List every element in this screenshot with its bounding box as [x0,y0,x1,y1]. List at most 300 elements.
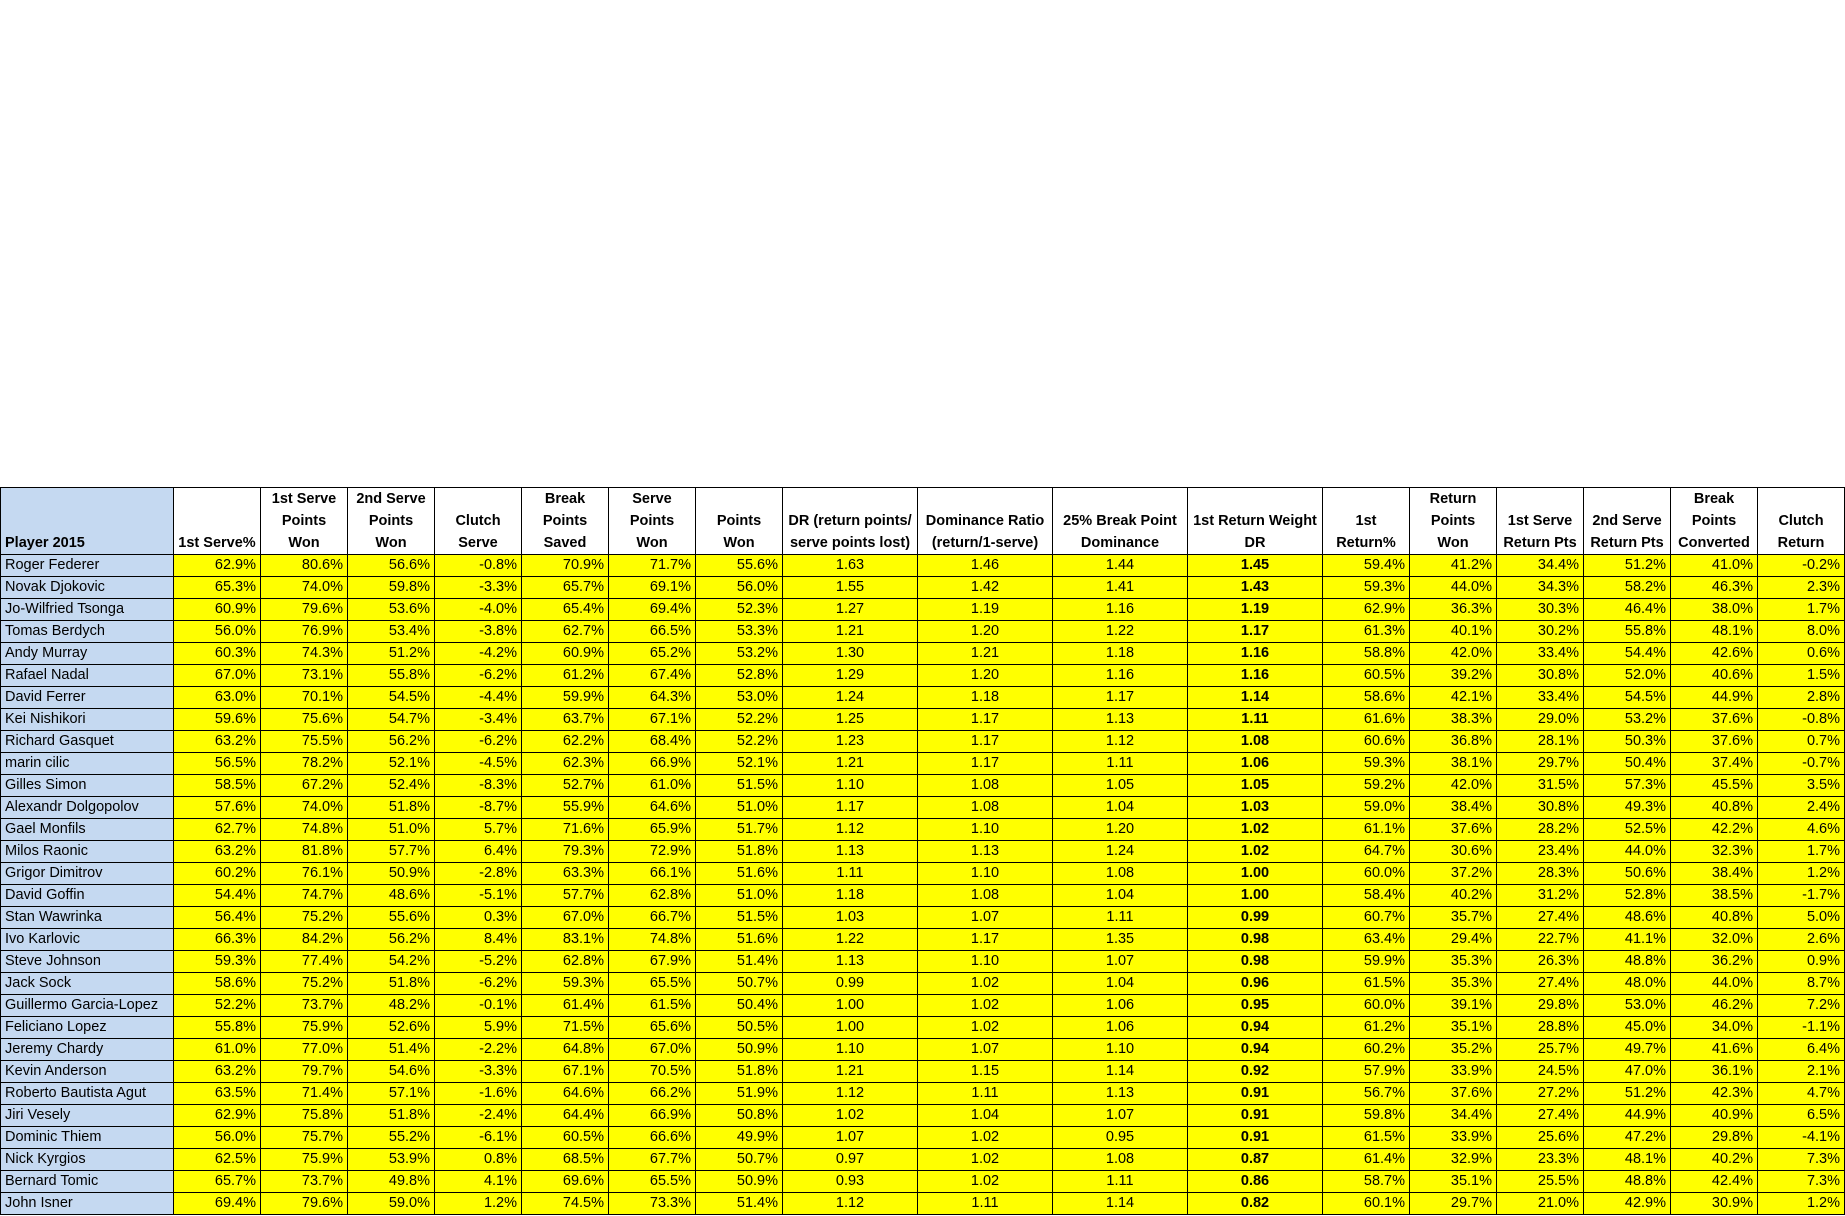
stat-cell[interactable]: 1.46 [918,555,1053,577]
stat-cell[interactable]: 1.7% [1758,841,1845,863]
stat-cell[interactable]: 64.3% [609,687,696,709]
player-name-cell[interactable]: marin cilic [1,753,174,775]
stat-cell[interactable]: 1.02 [918,1171,1053,1193]
stat-cell[interactable]: 51.0% [696,885,783,907]
stat-cell[interactable]: 4.1% [435,1171,522,1193]
stat-cell[interactable]: 0.8% [435,1149,522,1171]
stat-cell[interactable]: 52.8% [1584,885,1671,907]
stat-cell[interactable]: 58.6% [1323,687,1410,709]
stat-cell[interactable]: 29.7% [1497,753,1584,775]
stat-cell[interactable]: 7.3% [1758,1171,1845,1193]
stat-cell[interactable]: 55.2% [348,1127,435,1149]
stat-cell[interactable]: 44.0% [1584,841,1671,863]
stat-cell[interactable]: 33.9% [1410,1061,1497,1083]
stat-cell[interactable]: 56.0% [696,577,783,599]
stat-cell[interactable]: 0.91 [1188,1083,1323,1105]
stat-cell[interactable]: 1.06 [1053,1017,1188,1039]
stat-cell[interactable]: 1.55 [783,577,918,599]
stat-cell[interactable]: -5.2% [435,951,522,973]
stat-cell[interactable]: 66.1% [609,863,696,885]
stat-cell[interactable]: 1.21 [783,1061,918,1083]
stat-cell[interactable]: 35.1% [1410,1017,1497,1039]
stat-cell[interactable]: 1.11 [918,1193,1053,1215]
stat-cell[interactable]: 24.5% [1497,1061,1584,1083]
stat-cell[interactable]: 1.02 [918,973,1053,995]
stat-cell[interactable]: 59.8% [348,577,435,599]
stat-cell[interactable]: 22.7% [1497,929,1584,951]
stat-cell[interactable]: 74.8% [609,929,696,951]
player-name-cell[interactable]: Steve Johnson [1,951,174,973]
stat-cell[interactable]: 61.3% [1323,621,1410,643]
stat-cell[interactable]: 61.4% [522,995,609,1017]
stat-cell[interactable]: 57.3% [1584,775,1671,797]
stat-cell[interactable]: 1.42 [918,577,1053,599]
stat-cell[interactable]: 32.3% [1671,841,1758,863]
stat-cell[interactable]: 52.0% [1584,665,1671,687]
stat-cell[interactable]: 62.9% [1323,599,1410,621]
stat-cell[interactable]: 83.1% [522,929,609,951]
stat-cell[interactable]: 79.6% [261,1193,348,1215]
stat-cell[interactable]: 1.22 [783,929,918,951]
stat-cell[interactable]: 59.0% [348,1193,435,1215]
stat-cell[interactable]: 1.02 [918,1149,1053,1171]
stat-cell[interactable]: 42.6% [1671,643,1758,665]
stat-cell[interactable]: 75.6% [261,709,348,731]
stat-cell[interactable]: 57.9% [1323,1061,1410,1083]
stat-cell[interactable]: 64.4% [522,1105,609,1127]
stat-cell[interactable]: 1.11 [1053,753,1188,775]
stat-cell[interactable]: 30.2% [1497,621,1584,643]
stat-cell[interactable]: 0.87 [1188,1149,1323,1171]
stat-cell[interactable]: 52.5% [1584,819,1671,841]
stat-cell[interactable]: 59.9% [1323,951,1410,973]
stat-cell[interactable]: 77.4% [261,951,348,973]
stat-cell[interactable]: 31.2% [1497,885,1584,907]
stat-cell[interactable]: 58.8% [1323,643,1410,665]
stat-cell[interactable]: 52.3% [696,599,783,621]
stat-cell[interactable]: 46.2% [1671,995,1758,1017]
stat-cell[interactable]: 25.7% [1497,1039,1584,1061]
header-cell[interactable]: 2nd Serve Points Won [348,488,435,555]
stat-cell[interactable]: 59.8% [1323,1105,1410,1127]
stat-cell[interactable]: 5.7% [435,819,522,841]
stat-cell[interactable]: 35.3% [1410,951,1497,973]
stat-cell[interactable]: 1.18 [918,687,1053,709]
stat-cell[interactable]: 51.4% [696,1193,783,1215]
stat-cell[interactable]: 51.9% [696,1083,783,1105]
stat-cell[interactable]: 54.4% [1584,643,1671,665]
stat-cell[interactable]: 1.13 [918,841,1053,863]
stat-cell[interactable]: 67.0% [522,907,609,929]
stat-cell[interactable]: -4.2% [435,643,522,665]
stat-cell[interactable]: 58.5% [174,775,261,797]
header-cell[interactable]: Break Points Converted [1671,488,1758,555]
stat-cell[interactable]: 23.4% [1497,841,1584,863]
player-name-cell[interactable]: Stan Wawrinka [1,907,174,929]
stat-cell[interactable]: 60.9% [522,643,609,665]
stat-cell[interactable]: 52.2% [174,995,261,1017]
stat-cell[interactable]: 37.6% [1671,709,1758,731]
stat-cell[interactable]: 29.7% [1410,1193,1497,1215]
stat-cell[interactable]: 35.7% [1410,907,1497,929]
header-cell[interactable]: Break Points Saved [522,488,609,555]
stat-cell[interactable]: 67.1% [522,1061,609,1083]
player-name-cell[interactable]: Novak Djokovic [1,577,174,599]
stat-cell[interactable]: 1.10 [918,951,1053,973]
header-cell[interactable]: 1st Serve Points Won [261,488,348,555]
stat-cell[interactable]: 67.7% [609,1149,696,1171]
stat-cell[interactable]: 0.95 [1188,995,1323,1017]
stat-cell[interactable]: 1.25 [783,709,918,731]
stat-cell[interactable]: 30.3% [1497,599,1584,621]
player-name-cell[interactable]: Kei Nishikori [1,709,174,731]
stat-cell[interactable]: 28.1% [1497,731,1584,753]
stat-cell[interactable]: 1.17 [918,709,1053,731]
stat-cell[interactable]: 61.0% [174,1039,261,1061]
stat-cell[interactable]: 33.9% [1410,1127,1497,1149]
stat-cell[interactable]: 1.00 [783,995,918,1017]
stat-cell[interactable]: 5.0% [1758,907,1845,929]
stat-cell[interactable]: 1.43 [1188,577,1323,599]
stat-cell[interactable]: 67.0% [174,665,261,687]
stat-cell[interactable]: 30.9% [1671,1193,1758,1215]
stat-cell[interactable]: 1.11 [1188,709,1323,731]
stat-cell[interactable]: 66.9% [609,753,696,775]
stat-cell[interactable]: 36.2% [1671,951,1758,973]
stat-cell[interactable]: 70.1% [261,687,348,709]
stat-cell[interactable]: 55.8% [1584,621,1671,643]
stat-cell[interactable]: 61.2% [522,665,609,687]
stat-cell[interactable]: 55.6% [348,907,435,929]
stat-cell[interactable]: 56.5% [174,753,261,775]
stat-cell[interactable]: 60.0% [1323,995,1410,1017]
stat-cell[interactable]: 68.4% [609,731,696,753]
stat-cell[interactable]: 1.2% [435,1193,522,1215]
stat-cell[interactable]: 39.2% [1410,665,1497,687]
stat-cell[interactable]: 32.9% [1410,1149,1497,1171]
stat-cell[interactable]: 1.17 [783,797,918,819]
stat-cell[interactable]: 1.19 [918,599,1053,621]
stat-cell[interactable]: 1.07 [918,907,1053,929]
stat-cell[interactable]: 1.19 [1188,599,1323,621]
stat-cell[interactable]: 55.6% [696,555,783,577]
stat-cell[interactable]: 45.5% [1671,775,1758,797]
stat-cell[interactable]: 44.9% [1584,1105,1671,1127]
stat-cell[interactable]: 65.9% [609,819,696,841]
stat-cell[interactable]: 52.1% [348,753,435,775]
stat-cell[interactable]: -1.6% [435,1083,522,1105]
stat-cell[interactable]: 28.3% [1497,863,1584,885]
stat-cell[interactable]: 53.3% [696,621,783,643]
stat-cell[interactable]: 6.4% [435,841,522,863]
stat-cell[interactable]: 73.1% [261,665,348,687]
stat-cell[interactable]: 60.5% [1323,665,1410,687]
stat-cell[interactable]: 52.6% [348,1017,435,1039]
stat-cell[interactable]: 67.2% [261,775,348,797]
stat-cell[interactable]: -5.1% [435,885,522,907]
stat-cell[interactable]: 56.0% [174,621,261,643]
stat-cell[interactable]: 51.6% [696,863,783,885]
stat-cell[interactable]: 44.0% [1671,973,1758,995]
stat-cell[interactable]: 60.7% [1323,907,1410,929]
player-name-cell[interactable]: David Goffin [1,885,174,907]
stat-cell[interactable]: 1.10 [783,775,918,797]
stat-cell[interactable]: 0.91 [1188,1105,1323,1127]
stat-cell[interactable]: 69.4% [174,1193,261,1215]
stat-cell[interactable]: 1.07 [918,1039,1053,1061]
stat-cell[interactable]: 1.20 [918,621,1053,643]
stat-cell[interactable]: 1.08 [1053,863,1188,885]
stat-cell[interactable]: 48.8% [1584,1171,1671,1193]
stat-cell[interactable]: 40.8% [1671,907,1758,929]
stat-cell[interactable]: 1.08 [918,775,1053,797]
stat-cell[interactable]: -4.1% [1758,1127,1845,1149]
stat-cell[interactable]: 1.06 [1188,753,1323,775]
stat-cell[interactable]: 42.0% [1410,643,1497,665]
stat-cell[interactable]: 1.07 [1053,1105,1188,1127]
player-name-cell[interactable]: Jeremy Chardy [1,1039,174,1061]
stat-cell[interactable]: 28.8% [1497,1017,1584,1039]
stat-cell[interactable]: 70.5% [609,1061,696,1083]
stat-cell[interactable]: 69.1% [609,577,696,599]
stat-cell[interactable]: 75.9% [261,1149,348,1171]
stat-cell[interactable]: 54.6% [348,1061,435,1083]
stat-cell[interactable]: 1.12 [783,819,918,841]
stat-cell[interactable]: 53.0% [1584,995,1671,1017]
stat-cell[interactable]: 59.0% [1323,797,1410,819]
player-name-cell[interactable]: David Ferrer [1,687,174,709]
player-name-cell[interactable]: Jack Sock [1,973,174,995]
stat-cell[interactable]: 66.9% [609,1105,696,1127]
stat-cell[interactable]: 57.7% [522,885,609,907]
stat-cell[interactable]: 65.4% [522,599,609,621]
stat-cell[interactable]: 71.7% [609,555,696,577]
stat-cell[interactable]: 1.63 [783,555,918,577]
stat-cell[interactable]: 50.9% [348,863,435,885]
stat-cell[interactable]: 48.8% [1584,951,1671,973]
stat-cell[interactable]: 51.7% [696,819,783,841]
stat-cell[interactable]: 49.3% [1584,797,1671,819]
stat-cell[interactable]: -3.3% [435,577,522,599]
stat-cell[interactable]: 50.7% [696,1149,783,1171]
player-name-cell[interactable]: Guillermo Garcia-Lopez [1,995,174,1017]
stat-cell[interactable]: 49.8% [348,1171,435,1193]
stat-cell[interactable]: 6.4% [1758,1039,1845,1061]
stat-cell[interactable]: 1.20 [1053,819,1188,841]
stat-cell[interactable]: 1.2% [1758,863,1845,885]
player-name-cell[interactable]: Kevin Anderson [1,1061,174,1083]
stat-cell[interactable]: 50.3% [1584,731,1671,753]
stat-cell[interactable]: 63.0% [174,687,261,709]
stat-cell[interactable]: 1.2% [1758,1193,1845,1215]
stat-cell[interactable]: -0.8% [1758,709,1845,731]
stat-cell[interactable]: 71.5% [522,1017,609,1039]
stat-cell[interactable]: 63.2% [174,1061,261,1083]
stat-cell[interactable]: 67.0% [609,1039,696,1061]
stat-cell[interactable]: 2.3% [1758,577,1845,599]
stat-cell[interactable]: 0.3% [435,907,522,929]
stat-cell[interactable]: 1.18 [1053,643,1188,665]
stat-cell[interactable]: 0.9% [1758,951,1845,973]
stat-cell[interactable]: 84.2% [261,929,348,951]
stat-cell[interactable]: 1.04 [918,1105,1053,1127]
stat-cell[interactable]: 61.5% [1323,973,1410,995]
stat-cell[interactable]: 51.0% [696,797,783,819]
stat-cell[interactable]: 2.8% [1758,687,1845,709]
player-name-cell[interactable]: Gael Monfils [1,819,174,841]
stat-cell[interactable]: 51.5% [696,907,783,929]
stat-cell[interactable]: 51.6% [696,929,783,951]
stat-cell[interactable]: -3.8% [435,621,522,643]
stat-cell[interactable]: 40.2% [1410,885,1497,907]
stat-cell[interactable]: 27.2% [1497,1083,1584,1105]
stat-cell[interactable]: 60.1% [1323,1193,1410,1215]
stat-cell[interactable]: 37.6% [1410,1083,1497,1105]
player-name-cell[interactable]: Dominic Thiem [1,1127,174,1149]
player-name-cell[interactable]: Grigor Dimitrov [1,863,174,885]
stat-cell[interactable]: 38.4% [1410,797,1497,819]
stat-cell[interactable]: 1.29 [783,665,918,687]
stat-cell[interactable]: 51.5% [696,775,783,797]
stat-cell[interactable]: 48.6% [1584,907,1671,929]
player-name-cell[interactable]: Alexandr Dolgopolov [1,797,174,819]
stat-cell[interactable]: 26.3% [1497,951,1584,973]
stat-cell[interactable]: 56.6% [348,555,435,577]
stat-cell[interactable]: 1.18 [783,885,918,907]
stat-cell[interactable]: 61.4% [1323,1149,1410,1171]
stat-cell[interactable]: -0.8% [435,555,522,577]
stat-cell[interactable]: 0.94 [1188,1039,1323,1061]
stat-cell[interactable]: 67.4% [609,665,696,687]
stat-cell[interactable]: 65.2% [609,643,696,665]
stat-cell[interactable]: 64.8% [522,1039,609,1061]
stat-cell[interactable]: 59.3% [522,973,609,995]
stat-cell[interactable]: -6.2% [435,665,522,687]
header-cell[interactable]: 1st Serve% [174,488,261,555]
stat-cell[interactable]: 23.3% [1497,1149,1584,1171]
stat-cell[interactable]: 1.45 [1188,555,1323,577]
stat-cell[interactable]: 41.2% [1410,555,1497,577]
stat-cell[interactable]: 59.9% [522,687,609,709]
stat-cell[interactable]: 25.6% [1497,1127,1584,1149]
stat-cell[interactable]: 0.82 [1188,1193,1323,1215]
header-cell[interactable]: 1st Return% [1323,488,1410,555]
stat-cell[interactable]: 33.4% [1497,643,1584,665]
stat-cell[interactable]: 1.00 [1188,885,1323,907]
stat-cell[interactable]: 51.2% [1584,1083,1671,1105]
stat-cell[interactable]: 62.2% [522,731,609,753]
stat-cell[interactable]: 1.08 [918,885,1053,907]
stat-cell[interactable]: 1.02 [918,1127,1053,1149]
stat-cell[interactable]: 60.6% [1323,731,1410,753]
stat-cell[interactable]: 74.7% [261,885,348,907]
stat-cell[interactable]: 1.30 [783,643,918,665]
stat-cell[interactable]: 0.94 [1188,1017,1323,1039]
stat-cell[interactable]: 2.6% [1758,929,1845,951]
stat-cell[interactable]: 1.06 [1053,995,1188,1017]
stat-cell[interactable]: 1.21 [918,643,1053,665]
stat-cell[interactable]: 1.13 [783,841,918,863]
stat-cell[interactable]: 64.7% [1323,841,1410,863]
stat-cell[interactable]: 1.17 [918,731,1053,753]
header-cell[interactable]: Return Points Won [1410,488,1497,555]
stat-cell[interactable]: 62.7% [522,621,609,643]
stat-cell[interactable]: 51.8% [348,1105,435,1127]
stat-cell[interactable]: 1.07 [783,1127,918,1149]
stat-cell[interactable]: 63.2% [174,841,261,863]
stat-cell[interactable]: 34.0% [1671,1017,1758,1039]
stat-cell[interactable]: 50.9% [696,1171,783,1193]
stat-cell[interactable]: -4.0% [435,599,522,621]
stat-cell[interactable]: 67.9% [609,951,696,973]
stat-cell[interactable]: 52.2% [696,709,783,731]
stat-cell[interactable]: 1.21 [783,753,918,775]
stat-cell[interactable]: 51.2% [348,643,435,665]
stat-cell[interactable]: 54.4% [174,885,261,907]
stat-cell[interactable]: 74.0% [261,577,348,599]
stat-cell[interactable]: 1.14 [1053,1061,1188,1083]
stat-cell[interactable]: 81.8% [261,841,348,863]
stat-cell[interactable]: 57.7% [348,841,435,863]
stat-cell[interactable]: 62.8% [609,885,696,907]
stat-cell[interactable]: 53.0% [696,687,783,709]
stat-cell[interactable]: 60.3% [174,643,261,665]
stat-cell[interactable]: 61.0% [609,775,696,797]
player-name-cell[interactable]: Bernard Tomic [1,1171,174,1193]
stat-cell[interactable]: 27.4% [1497,973,1584,995]
stat-cell[interactable]: 60.0% [1323,863,1410,885]
stat-cell[interactable]: 1.04 [1053,797,1188,819]
stat-cell[interactable]: 4.7% [1758,1083,1845,1105]
stat-cell[interactable]: 58.7% [1323,1171,1410,1193]
stat-cell[interactable]: 1.24 [1053,841,1188,863]
stat-cell[interactable]: 80.6% [261,555,348,577]
stat-cell[interactable]: 1.11 [783,863,918,885]
stat-cell[interactable]: 1.7% [1758,599,1845,621]
stat-cell[interactable]: 56.2% [348,929,435,951]
stat-cell[interactable]: 64.6% [609,797,696,819]
stat-cell[interactable]: 59.3% [1323,577,1410,599]
stat-cell[interactable]: 0.97 [783,1149,918,1171]
stat-cell[interactable]: 1.14 [1188,687,1323,709]
header-cell[interactable]: 25% Break Point Dominance [1053,488,1188,555]
stat-cell[interactable]: 1.05 [1053,775,1188,797]
stat-cell[interactable]: 36.1% [1671,1061,1758,1083]
stat-cell[interactable]: -2.2% [435,1039,522,1061]
stat-cell[interactable]: 59.3% [1323,753,1410,775]
stat-cell[interactable]: 1.23 [783,731,918,753]
player-name-cell[interactable]: Gilles Simon [1,775,174,797]
stat-cell[interactable]: 1.02 [918,995,1053,1017]
stat-cell[interactable]: 70.9% [522,555,609,577]
stat-cell[interactable]: 38.5% [1671,885,1758,907]
stat-cell[interactable]: 64.6% [522,1083,609,1105]
stat-cell[interactable]: 56.7% [1323,1083,1410,1105]
stat-cell[interactable]: 29.8% [1671,1127,1758,1149]
player-name-cell[interactable]: Richard Gasquet [1,731,174,753]
stat-cell[interactable]: 35.3% [1410,973,1497,995]
stat-cell[interactable]: -3.4% [435,709,522,731]
stat-cell[interactable]: 50.9% [696,1039,783,1061]
stat-cell[interactable]: 52.7% [522,775,609,797]
stat-cell[interactable]: 1.16 [1188,643,1323,665]
stat-cell[interactable]: 42.9% [1584,1193,1671,1215]
stat-cell[interactable]: 33.4% [1497,687,1584,709]
stat-cell[interactable]: 46.3% [1671,577,1758,599]
stat-cell[interactable]: 2.4% [1758,797,1845,819]
stat-cell[interactable]: 63.5% [174,1083,261,1105]
stat-cell[interactable]: 51.4% [348,1039,435,1061]
